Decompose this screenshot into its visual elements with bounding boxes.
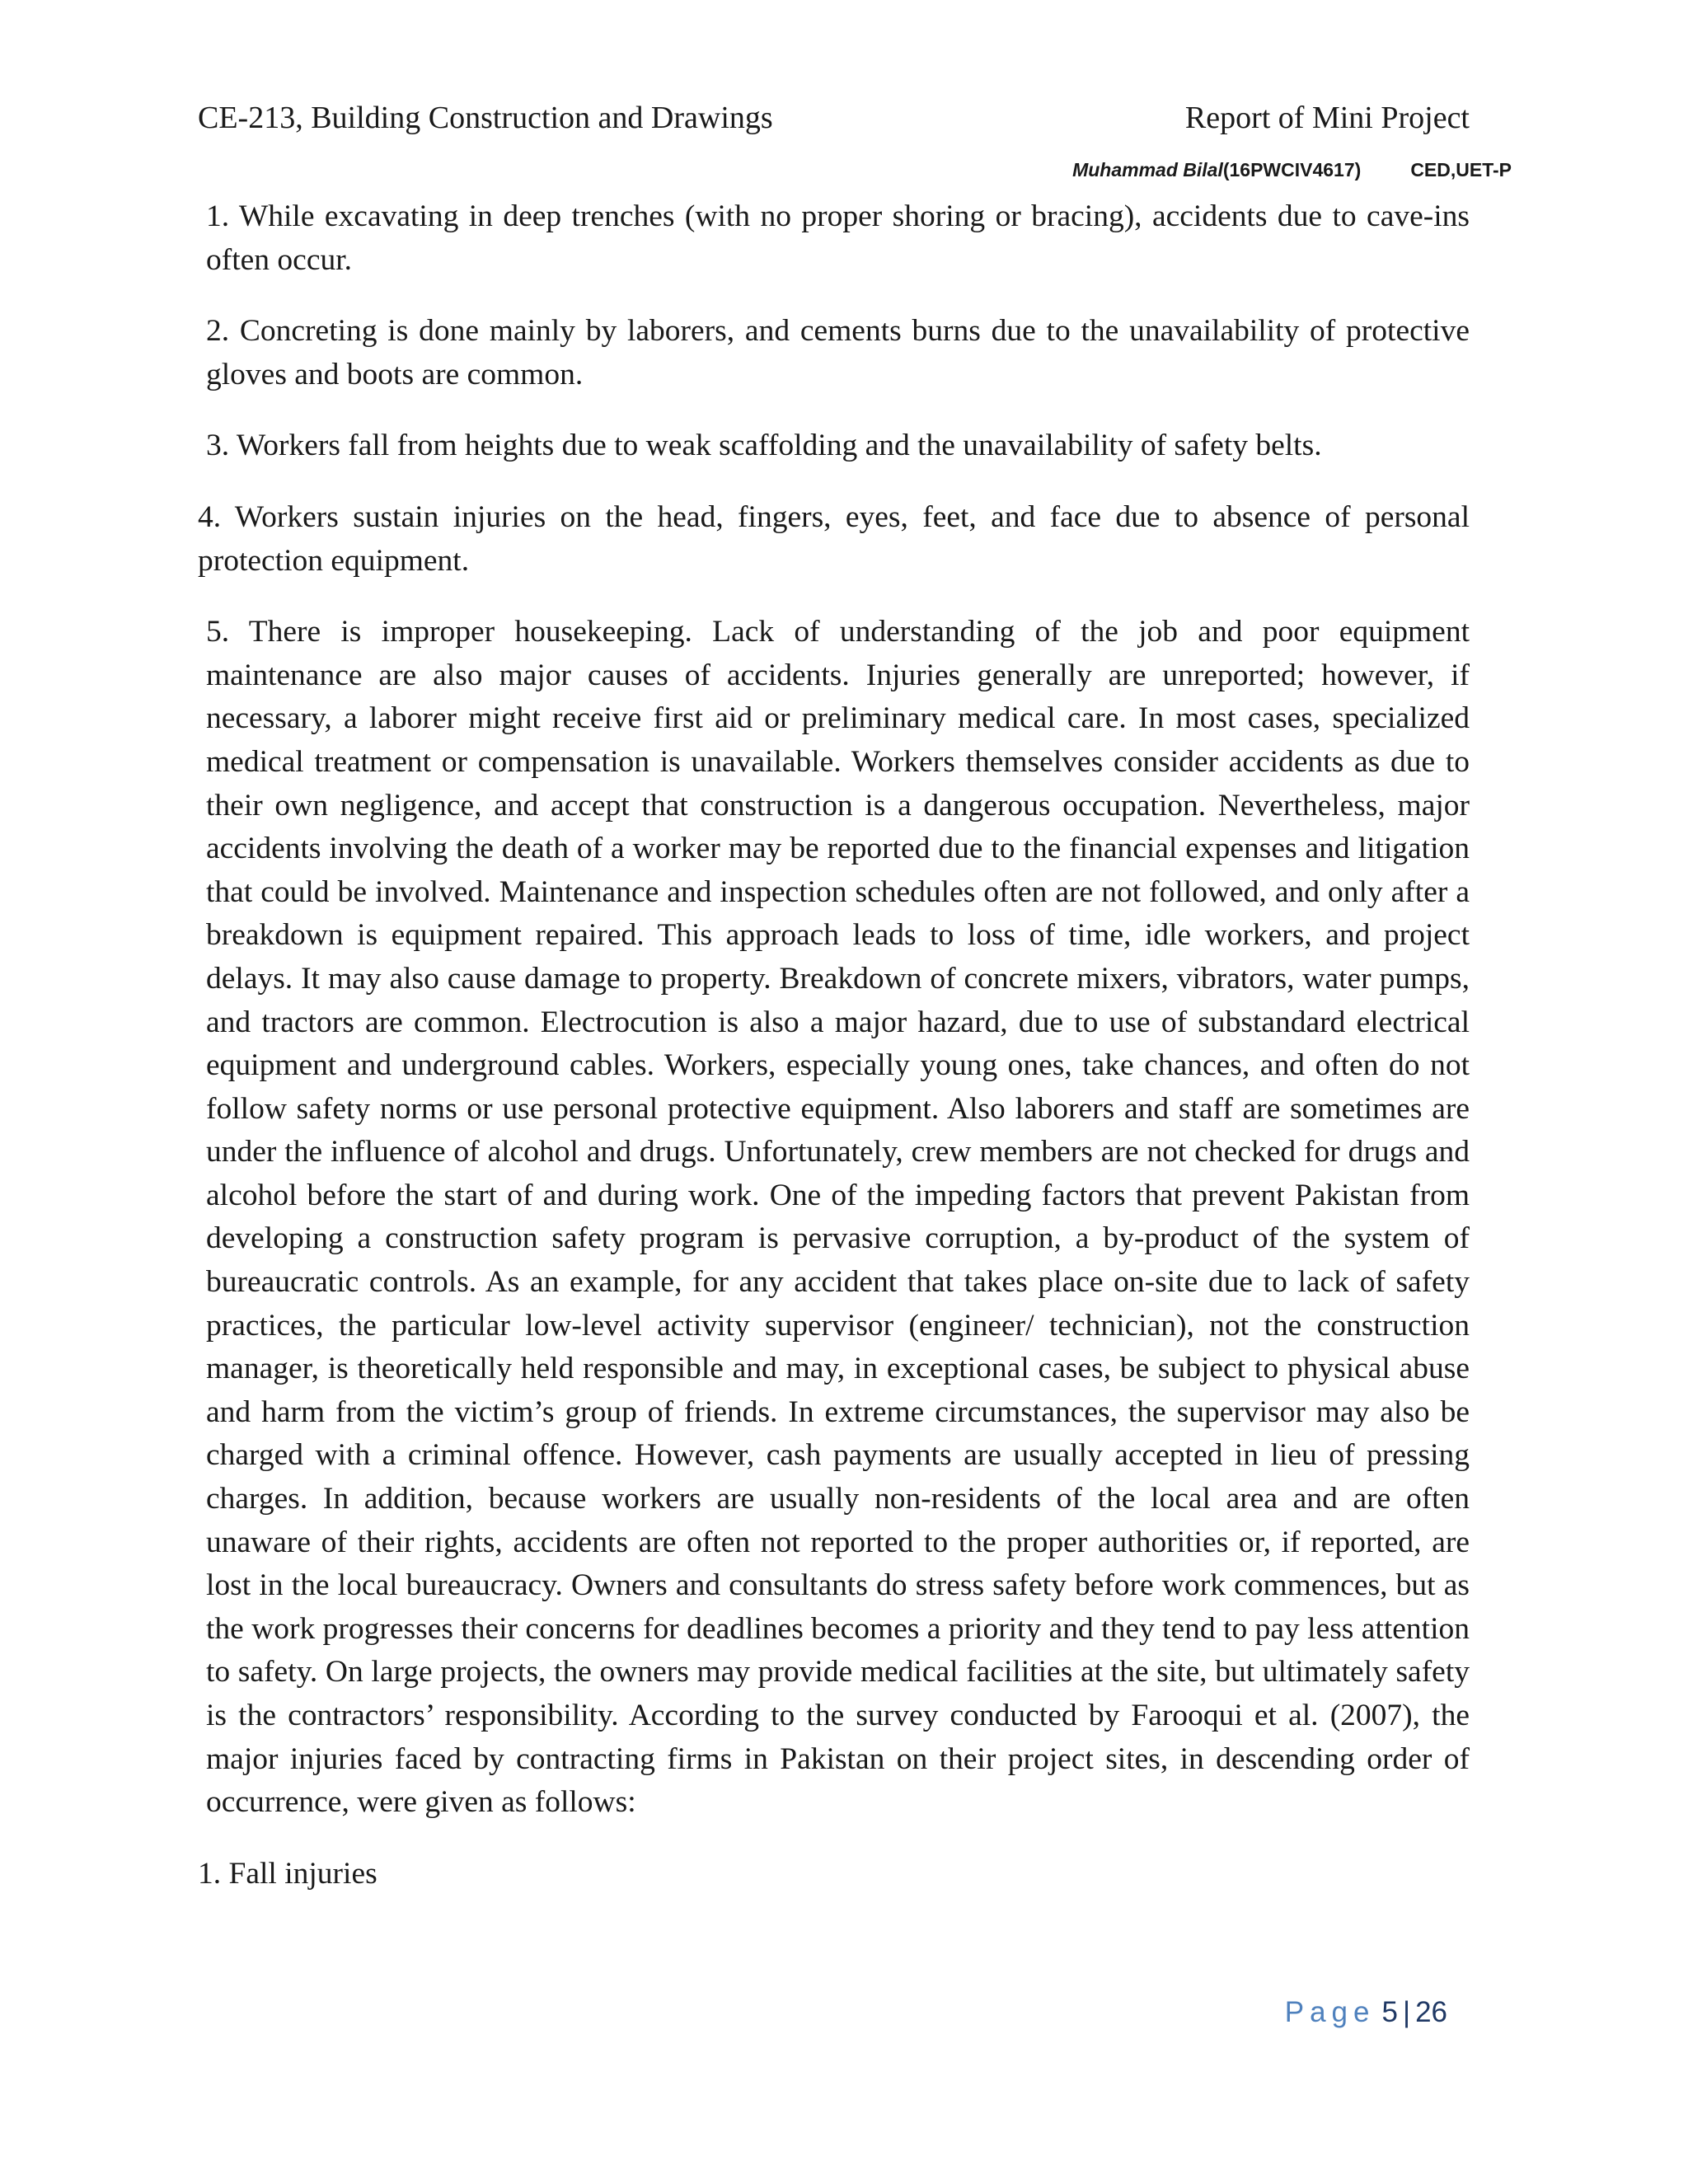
paragraph-3: 3. Workers fall from heights due to weak scaffolding and the unavailability of safety belts. xyxy=(206,429,1322,463)
paragraph-6: 1. Fall injuries xyxy=(198,1856,377,1891)
paragraph-4: 4. Workers sustain injuries on the head, fingers, eyes, feet, and face due to absence of personal protection equipment. xyxy=(198,499,1470,578)
header-report-title: Report of Mini Project xyxy=(1184,101,1470,135)
author-department: CED,UET-P xyxy=(1410,159,1512,180)
page-footer xyxy=(1285,1994,1447,2031)
author-id: (16PWCIV4617) xyxy=(1222,159,1362,180)
footer-separator: | xyxy=(1402,1996,1411,2028)
paragraph-5: 5. There is improper housekeeping. Lack of understanding of the job and poor equipment maintenance are also major causes of accidents. Injuries generally are unreported; however, if necessary, a laborer might receive first aid or preliminary medical care. In most cases, specialized medical treatment or compensation is unavailable. Workers themselves consider accidents as due to their own negligence, and accept that construction is a dangerous occupation. Nevertheless, major accidents involving the death of a worker may be reported due to the financial expenses and litigation that could be involved. Maintenance and inspection schedules often are not followed, and only after a breakdown is equipment repaired. This approach leads to loss of time, idle workers, and project delays. It may also cause damage to property. Breakdown of concrete mixers, vibrators, water pumps, and tractors are common. Electrocution is also a major hazard, due to use of substandard electrical equipment and underground cables. Workers, especially young ones, take chances, and often do not follow safety norms or use personal protective equipment. Also laborers and staff are sometimes are under the influence of alcohol and drugs. Unfortunately, crew members are not checked for drugs and alcohol before the start of and during work. One of the impeding factors that prevent Pakistan from developing a construction safety program is pervasive corruption, a by-product of the system of bureaucratic controls. As an example, for any accident that takes place on-site due to lack of safety practices, the particular low-level activity supervisor (engineer/ technician), not the construction manager, is theoretically held responsible and may, in exceptional cases, be subject to physical abuse and harm from the victim’s group of friends. In extreme circumstances, the supervisor may also be charged with a criminal offence. However, cash payments are usually accepted in lieu of pressing charges. In addition, because workers are usually non-residents of the local area and are often unaware of their rights, accidents are often not reported to the proper authorities or, if reported, are lost in the local bureaucracy. Owners and consultants do stress safety before work commences, but as the work progresses their concerns for deadlines becomes a priority and they tend to pay less attention to safety. On large projects, the owners may provide medical facilities at the site, but ultimately safety is the contractors’ responsibility. According to the survey conducted by Farooqui et al. (2007), the major injuries faced by contracting firms in Pakistan on their project sites, in descending order of occurrence, were given as follows: xyxy=(206,615,1470,1820)
footer-page-word: Page xyxy=(1284,1996,1376,2028)
paragraph-2: 2. Concreting is done mainly by laborers, and cements burns due to the unavailability of protective gloves and boots are common. xyxy=(206,314,1470,391)
author-name: Muhammad Bilal xyxy=(1072,159,1223,180)
header-course-title: CE-213, Building Construction and Drawings xyxy=(198,101,773,135)
paragraph-1: 1. While excavating in deep trenches (with no proper shoring or bracing), accidents due to cave-ins often occur. xyxy=(206,199,1470,277)
footer-page-number: 5 xyxy=(1381,1996,1398,2028)
body-text xyxy=(198,195,1470,1924)
footer-total-pages: 26 xyxy=(1415,1996,1447,2028)
author-line xyxy=(1072,157,1512,183)
